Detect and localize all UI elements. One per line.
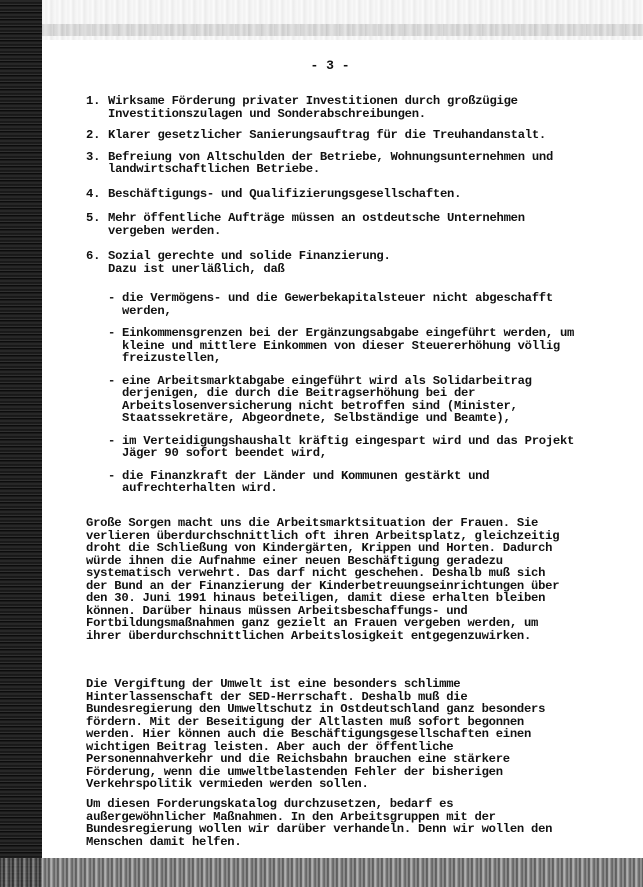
paragraph-conclusion: Um diesen Forderungskatalog durchzusetzen, bedarf es außergewöhnlicher Maßnahmen. In den Arbeitsgruppen mit der Bundesregierung wollen wir darüber verhandeln. Denn wir wollen den Menschen damit helfen.	[86, 797, 553, 849]
dash-bullet: -	[108, 326, 116, 340]
list-item-number: 5.	[86, 211, 101, 225]
financing-sub-list	[86, 292, 586, 495]
paragraph-environment: Die Vergiftung der Umwelt ist eine besonders schlimme Hinterlassenschaft der SED-Herrschaft. Deshalb muß die Bundesregierung den Umweltschutz in Ostdeutschland ganz besonders fördern. Mit der Beseitigung der Altlasten muß sofort begonnen werden. Hier können auch die Beschäftigungsgesellschaften einen wichtigen Beitrag leisten. Aber auch der öffentliche Personennahverkehr und die Reichsbahn brauchen eine stärkere Förderung, wenn die umweltbelastenden Fehler der bisherigen Verkehrspolitik vermieden werden sollen.	[86, 677, 546, 791]
list-item-4	[86, 188, 586, 201]
list-item-text: Mehr öffentliche Aufträge müssen an ostdeutsche Unternehmen vergeben werden.	[108, 211, 525, 238]
sub-list-item	[108, 327, 586, 365]
list-item-1	[86, 95, 586, 120]
list-item-text: Befreiung von Altschulden der Betriebe, Wohnungsunternehmen und landwirtschaftlichen Betriebe.	[108, 149, 554, 176]
dash-bullet: -	[108, 433, 116, 448]
list-item-2	[86, 129, 586, 142]
scan-artifact-left-edge	[0, 0, 42, 887]
page-number: - 3 -	[310, 58, 350, 73]
dash-bullet: -	[108, 291, 116, 305]
sub-list-item-text: im Verteidigungshaushalt kräftig eingespart wird und das Projekt Jäger 90 sofort beendet wird,	[122, 433, 575, 460]
list-item-text: Klarer gesetzlicher Sanierungsauftrag für die Treuhandanstalt.	[108, 128, 546, 142]
sub-list-item	[108, 470, 586, 495]
sub-list-item-text: eine Arbeitsmarktabgabe eingeführt wird als Solidarbeitrag derjenigen, die durch die Beitragserhöhung bei der Arbeitslosenversicherung nicht betroffen sind (Minister, Staatssekretäre, Abgeordnete, Selbständige und Beamte),	[122, 373, 532, 425]
sub-list-item-text: Einkommensgrenzen bei der Ergänzungsabgabe eingeführt werden, um kleine und mittlere Einkommen von dieser Steuererhöhung völlig freizustellen,	[122, 326, 575, 365]
dash-bullet: -	[108, 468, 116, 483]
list-item-number: 6.	[86, 249, 101, 263]
list-item-number: 2.	[86, 128, 101, 142]
list-item-number: 3.	[86, 149, 101, 164]
list-item-number: 4.	[86, 186, 101, 201]
scan-artifact-top-line	[40, 24, 643, 36]
list-item-6	[86, 250, 586, 275]
dash-bullet: -	[108, 373, 116, 388]
demands-list	[86, 95, 586, 505]
sub-list-item	[108, 292, 586, 317]
sub-list-item	[108, 375, 586, 425]
paragraph-women-employment: Große Sorgen macht uns die Arbeitsmarktsituation der Frauen. Sie verlieren überdurchschnittlich oft ihren Arbeitsplatz, gleichzeitig droht die Schließung von Kindergärten, Krippen und Horten. Dadurch würde ihnen die Aufnahme einer neuen Beschäftigung geradezu systematisch verwehrt. Das darf nicht geschehen. Deshalb muß sich der Bund an der Finanzierung der Kinderbetreuungseinrichtungen über den 30. Juni 1991 hinaus beteiligen, damit diese erhalten bleiben können. Darüber hinaus müssen Arbeitsbeschaffungs- und Fortbildungsmaßnahmen ganz gezielt an Frauen vergeben werden, um ihrer überdurchschnittlichen Arbeitslosigkeit entgegenzuwirken.	[86, 516, 560, 643]
list-item-number: 1.	[86, 94, 101, 108]
list-item-text: Wirksame Förderung privater Investitionen durch großzügige Investitionszulagen und Sonderabschreibungen.	[108, 94, 518, 121]
list-item-3	[86, 151, 586, 176]
list-item-text: Sozial gerechte und solide Finanzierung. Dazu ist unerläßlich, daß	[108, 249, 391, 276]
sub-list-item-text: die Vermögens- und die Gewerbekapitalsteuer nicht abgeschafft werden,	[122, 291, 553, 318]
sub-list-item-text: die Finanzkraft der Länder und Kommunen gestärkt und aufrechterhalten wird.	[122, 468, 490, 495]
sub-list-item	[108, 435, 586, 460]
list-item-5	[86, 212, 586, 237]
list-item-text: Beschäftigungs- und Qualifizierungsgesellschaften.	[108, 186, 462, 201]
scan-artifact-bottom	[0, 858, 643, 887]
